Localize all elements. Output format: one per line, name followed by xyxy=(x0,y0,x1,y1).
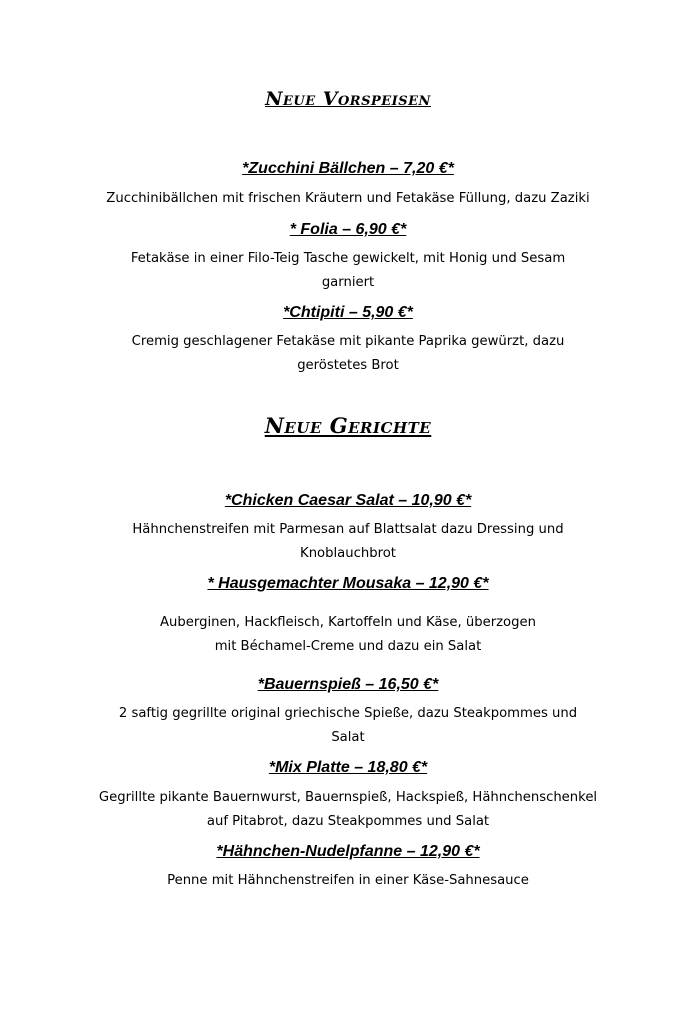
dish-desc-line: garniert xyxy=(321,275,375,290)
dish-desc-bauernspiess xyxy=(80,702,616,750)
dish-name-nudelpfanne: *Hähnchen-Nudelpfanne – 12,90 €* xyxy=(216,843,480,860)
dish-name-zucchini: *Zucchini Bällchen – 7,20 €* xyxy=(242,160,454,177)
dish-desc-line: Gegrillte pikante Bauernwurst, Bauernspieß, Hackspieß, Hähnchenschenkel xyxy=(98,790,598,805)
dish-desc-folia xyxy=(80,247,616,295)
dish-desc-mousaka xyxy=(80,611,616,659)
dish-desc-caesar xyxy=(80,518,616,566)
dish-name-mousaka: * Hausgemachter Mousaka – 12,90 €* xyxy=(207,575,489,592)
dish-name-mix-platte: *Mix Platte – 18,80 €* xyxy=(268,759,428,776)
dish-desc-zucchini: Zucchinibällchen mit frischen Kräutern und Fetakäse Füllung, dazu Zaziki xyxy=(106,191,590,206)
dish-name-bauernspiess: *Bauernspieß – 16,50 €* xyxy=(257,676,439,693)
dish-desc-line: Hähnchenstreifen mit Parmesan auf Blattsalat dazu Dressing und xyxy=(132,522,564,537)
section-title-gerichte: Neue Gerichte xyxy=(264,413,432,438)
dish-desc-nudelpfanne: Penne mit Hähnchenstreifen in einer Käse-Sahnesauce xyxy=(167,873,529,888)
dish-desc-line: Salat xyxy=(331,730,365,745)
dish-name-caesar: *Chicken Caesar Salat – 10,90 €* xyxy=(224,492,472,509)
dish-desc-line: auf Pitabrot, dazu Steakpommes und Salat xyxy=(206,814,490,829)
dish-desc-line: Fetakäse in einer Filo-Teig Tasche gewickelt, mit Honig und Sesam xyxy=(130,251,566,266)
dish-desc-line: 2 saftig gegrillte original griechische Spieße, dazu Steakpommes und xyxy=(118,706,578,721)
dish-name-folia: * Folia – 6,90 €* xyxy=(289,221,407,238)
dish-desc-line: Auberginen, Hackfleisch, Kartoffeln und Käse, überzogen xyxy=(160,615,536,630)
dish-name-chtipiti: *Chtipiti – 5,90 €* xyxy=(283,304,413,321)
section-title-vorspeisen: Neue Vorspeisen xyxy=(265,88,431,110)
dish-desc-chtipiti xyxy=(80,330,616,378)
dish-desc-mix-platte xyxy=(60,786,636,834)
dish-desc-line: Cremig geschlagener Fetakäse mit pikante Paprika gewürzt, dazu xyxy=(131,334,565,349)
dish-desc-line: mit Béchamel-Creme und dazu ein Salat xyxy=(214,639,482,654)
dish-desc-line: Knoblauchbrot xyxy=(300,546,396,561)
dish-desc-line: geröstetes Brot xyxy=(297,358,399,373)
